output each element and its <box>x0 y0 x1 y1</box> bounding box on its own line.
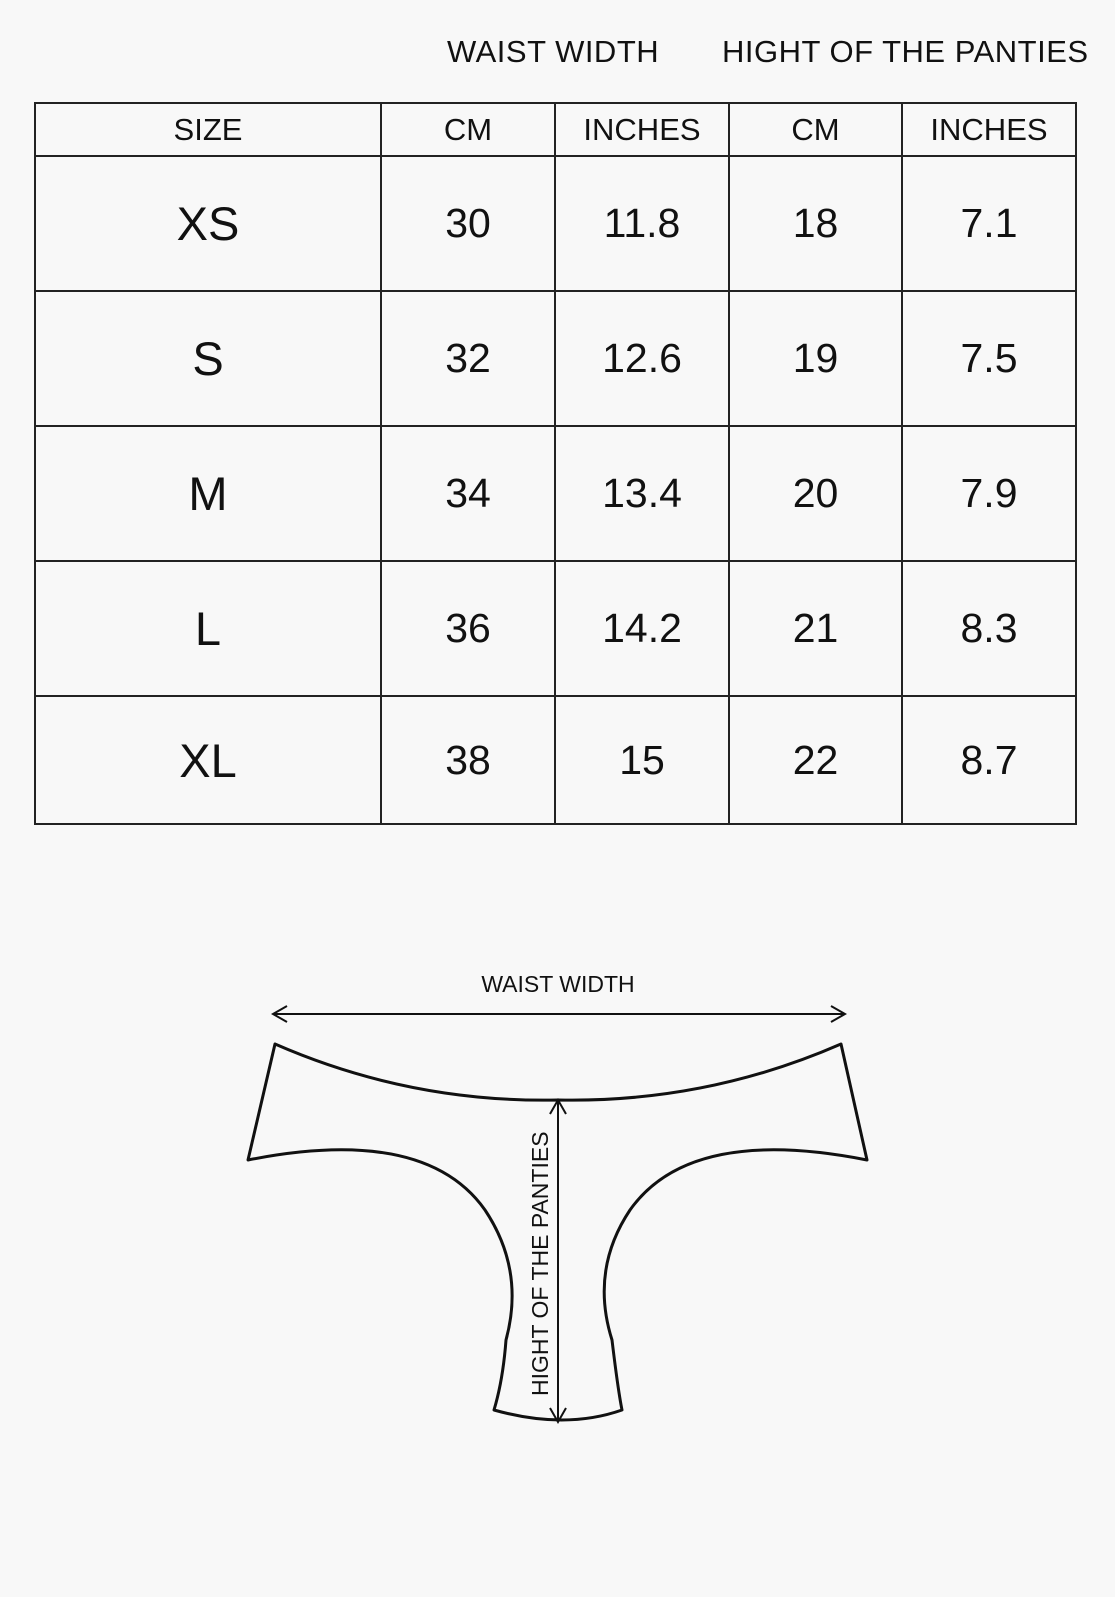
diagram-waist-label: WAIST WIDTH <box>481 971 635 997</box>
waist-inches-cell: 15 <box>555 696 729 824</box>
column-header-waist-cm: CM <box>381 103 555 156</box>
panties-height-group-header: HIGHT OF THE PANTIES <box>722 34 1089 69</box>
column-header-height-inches: INCHES <box>902 103 1076 156</box>
waist-cm-cell: 36 <box>381 561 555 696</box>
diagram-height-label: HIGHT OF THE PANTIES <box>527 1131 553 1396</box>
height-cm-cell: 20 <box>729 426 902 561</box>
waist-cm-cell: 32 <box>381 291 555 426</box>
height-inches-cell: 7.9 <box>902 426 1076 561</box>
column-header-height-cm: CM <box>729 103 902 156</box>
size-cell: XS <box>35 156 381 291</box>
size-cell: L <box>35 561 381 696</box>
waist-inches-cell: 13.4 <box>555 426 729 561</box>
height-cm-cell: 22 <box>729 696 902 824</box>
height-cm-cell: 19 <box>729 291 902 426</box>
waist-width-group-header: WAIST WIDTH <box>447 34 660 69</box>
waist-cm-cell: 38 <box>381 696 555 824</box>
height-inches-cell: 7.5 <box>902 291 1076 426</box>
column-header-size: SIZE <box>35 103 381 156</box>
waist-cm-cell: 30 <box>381 156 555 291</box>
height-inches-cell: 8.7 <box>902 696 1076 824</box>
height-cm-cell: 21 <box>729 561 902 696</box>
waist-inches-cell: 11.8 <box>555 156 729 291</box>
height-cm-cell: 18 <box>729 156 902 291</box>
waist-cm-cell: 34 <box>381 426 555 561</box>
waist-inches-cell: 14.2 <box>555 561 729 696</box>
height-inches-cell: 8.3 <box>902 561 1076 696</box>
waist-inches-cell: 12.6 <box>555 291 729 426</box>
size-cell: XL <box>35 696 381 824</box>
column-header-waist-inches: INCHES <box>555 103 729 156</box>
height-inches-cell: 7.1 <box>902 156 1076 291</box>
size-cell: M <box>35 426 381 561</box>
waist-width-arrow <box>273 1006 845 1022</box>
size-cell: S <box>35 291 381 426</box>
